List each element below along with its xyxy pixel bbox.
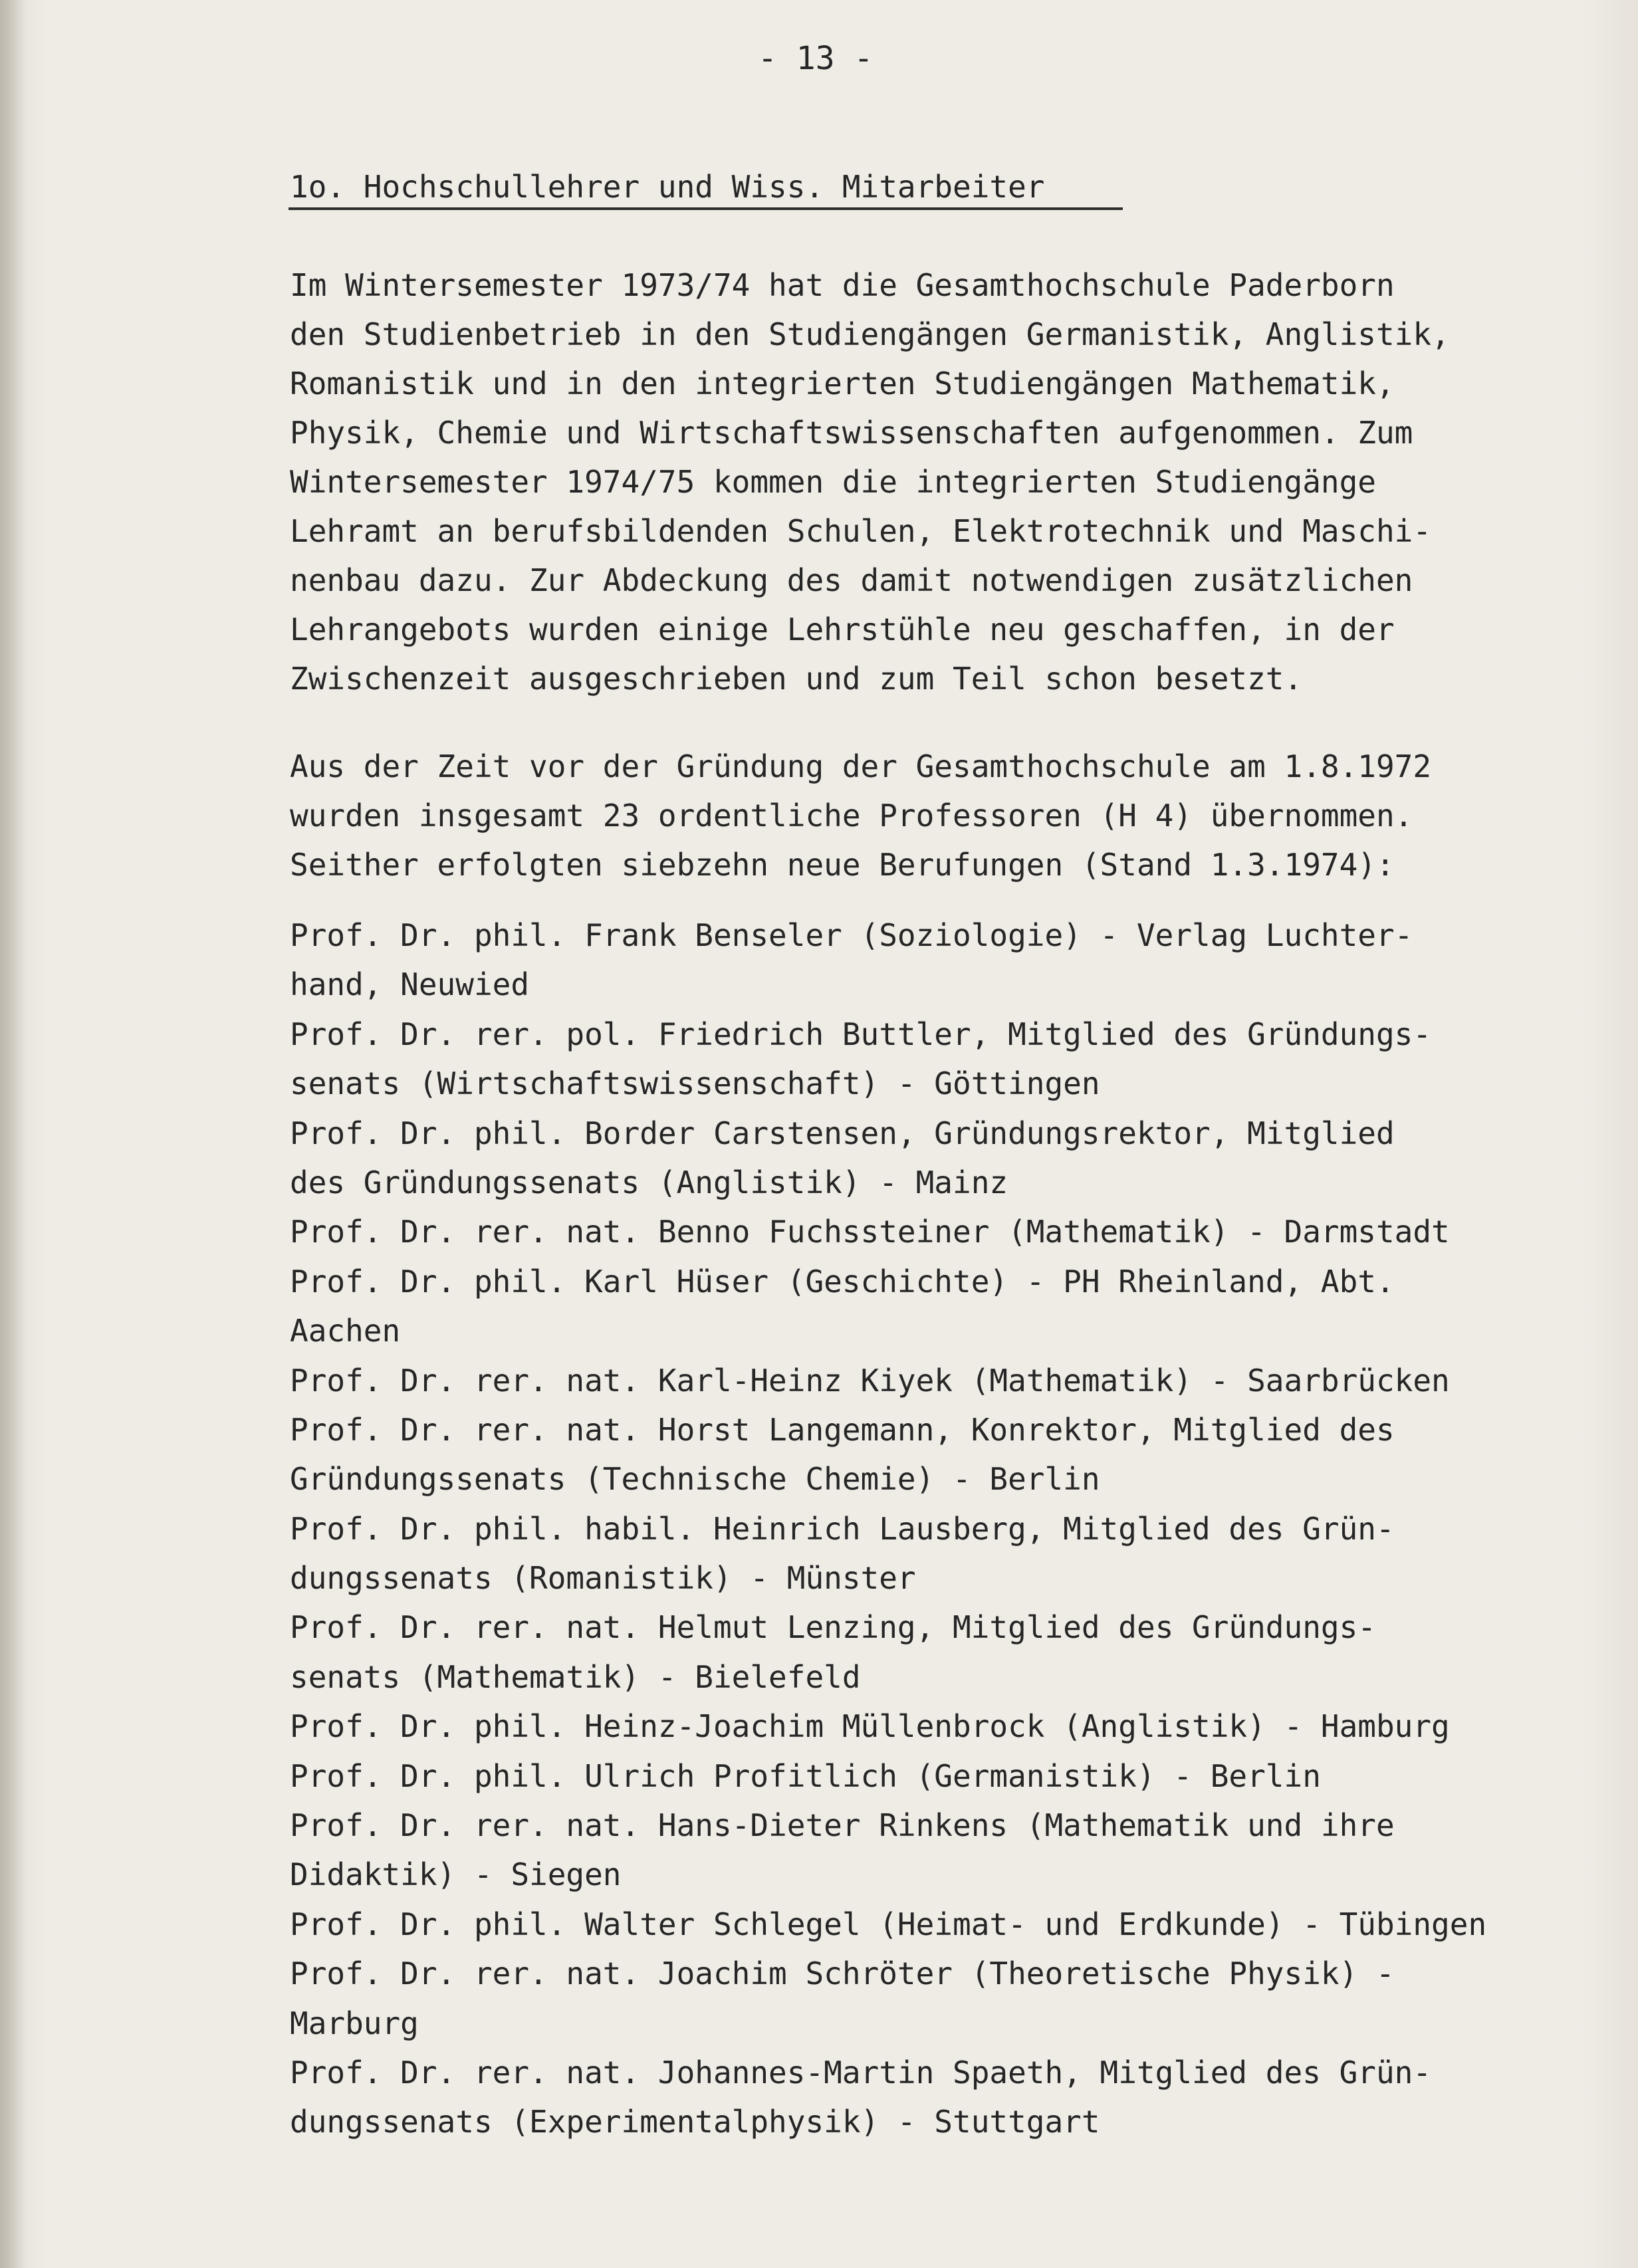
- paragraph-line: Im Wintersemester 1973/74 hat die Gesamthochschule Paderborn: [290, 267, 1395, 303]
- paragraph-intro: [290, 261, 1613, 703]
- list-item: Prof. Dr. phil. Ulrich Profitlich (Germanistik) - Berlin: [290, 1758, 1321, 1794]
- list-item: Prof. Dr. phil. Frank Benseler (Soziologie) - Verlag Luchter-: [290, 917, 1413, 953]
- paragraph-line: Aus der Zeit vor der Gründung der Gesamthochschule am 1.8.1972: [290, 748, 1432, 784]
- list-item: des Gründungssenats (Anglistik) - Mainz: [290, 1164, 1008, 1200]
- list-item: dungssenats (Experimentalphysik) - Stuttgart: [290, 2104, 1100, 2140]
- list-item: senats (Wirtschaftswissenschaft) - Göttingen: [290, 1066, 1100, 1102]
- list-item: Prof. Dr. rer. pol. Friedrich Buttler, Mitglied des Gründungs-: [290, 1016, 1432, 1052]
- list-item: Gründungssenats (Technische Chemie) - Berlin: [290, 1461, 1100, 1498]
- paragraph-line: Lehrangebots wurden einige Lehrstühle neu geschaffen, in der: [290, 612, 1395, 647]
- list-item: Prof. Dr. phil. Walter Schlegel (Heimat- und Erdkunde) - Tübingen: [290, 1906, 1487, 1942]
- paragraph-line: Seither erfolgten siebzehn neue Berufungen (Stand 1.3.1974):: [290, 847, 1395, 883]
- list-item: Prof. Dr. phil. Heinz-Joachim Müllenbrock (Anglistik) - Hamburg: [290, 1708, 1450, 1745]
- paragraph-line: Zwischenzeit ausgeschrieben und zum Teil schon besetzt.: [290, 661, 1303, 697]
- paragraph-line: nenbau dazu. Zur Abdeckung des damit notwendigen zusätzlichen: [290, 562, 1413, 598]
- list-item: hand, Neuwied: [290, 966, 530, 1003]
- binding-shadow: [0, 0, 27, 2268]
- paragraph-line: Physik, Chemie und Wirtschaftswissenschaften aufgenommen. Zum: [290, 415, 1413, 451]
- list-item: Prof. Dr. phil. Border Carstensen, Gründungsrektor, Mitglied: [290, 1115, 1395, 1151]
- list-item: Marburg: [290, 2005, 419, 2041]
- page-number: - 13 -: [758, 40, 874, 77]
- paragraph-line: wurden insgesamt 23 ordentliche Professoren (H 4) übernommen.: [290, 798, 1413, 834]
- section-title: 1o. Hochschullehrer und Wiss. Mitarbeiter: [290, 169, 1045, 205]
- list-item: Prof. Dr. rer. nat. Johannes-Martin Spaeth, Mitglied des Grün-: [290, 2054, 1432, 2091]
- section-title-underline: [289, 207, 1123, 210]
- list-item: Aachen: [290, 1313, 401, 1349]
- list-item: Prof. Dr. phil. Karl Hüser (Geschichte) - PH Rheinland, Abt.: [290, 1263, 1395, 1300]
- list-item: Prof. Dr. rer. nat. Benno Fuchssteiner (Mathematik) - Darmstadt: [290, 1214, 1450, 1250]
- professor-list: [290, 911, 1613, 2147]
- list-item: dungssenats (Romanistik) - Münster: [290, 1560, 916, 1597]
- list-item: Prof. Dr. rer. nat. Hans-Dieter Rinkens (Mathematik und ihre: [290, 1807, 1395, 1844]
- paragraph-line: Romanistik und in den integrierten Studiengängen Mathematik,: [290, 366, 1395, 401]
- paragraph-appointments: [290, 742, 1613, 889]
- paragraph-line: den Studienbetrieb in den Studiengängen Germanistik, Anglistik,: [290, 316, 1450, 352]
- paragraph-line: Lehramt an berufsbildenden Schulen, Elektrotechnik und Maschi-: [290, 513, 1432, 549]
- list-item: Prof. Dr. rer. nat. Joachim Schröter (Theoretische Physik) -: [290, 1956, 1395, 1992]
- list-item: Prof. Dr. rer. nat. Karl-Heinz Kiyek (Mathematik) - Saarbrücken: [290, 1362, 1450, 1399]
- paragraph-line: Wintersemester 1974/75 kommen die integrierten Studiengänge: [290, 464, 1376, 500]
- list-item: Prof. Dr. phil. habil. Heinrich Lausberg, Mitglied des Grün-: [290, 1510, 1395, 1547]
- list-item: Prof. Dr. rer. nat. Helmut Lenzing, Mitglied des Gründungs-: [290, 1609, 1376, 1646]
- list-item: Prof. Dr. rer. nat. Horst Langemann, Konrektor, Mitglied des: [290, 1411, 1395, 1448]
- list-item: senats (Mathematik) - Bielefeld: [290, 1658, 861, 1695]
- list-item: Didaktik) - Siegen: [290, 1857, 622, 1893]
